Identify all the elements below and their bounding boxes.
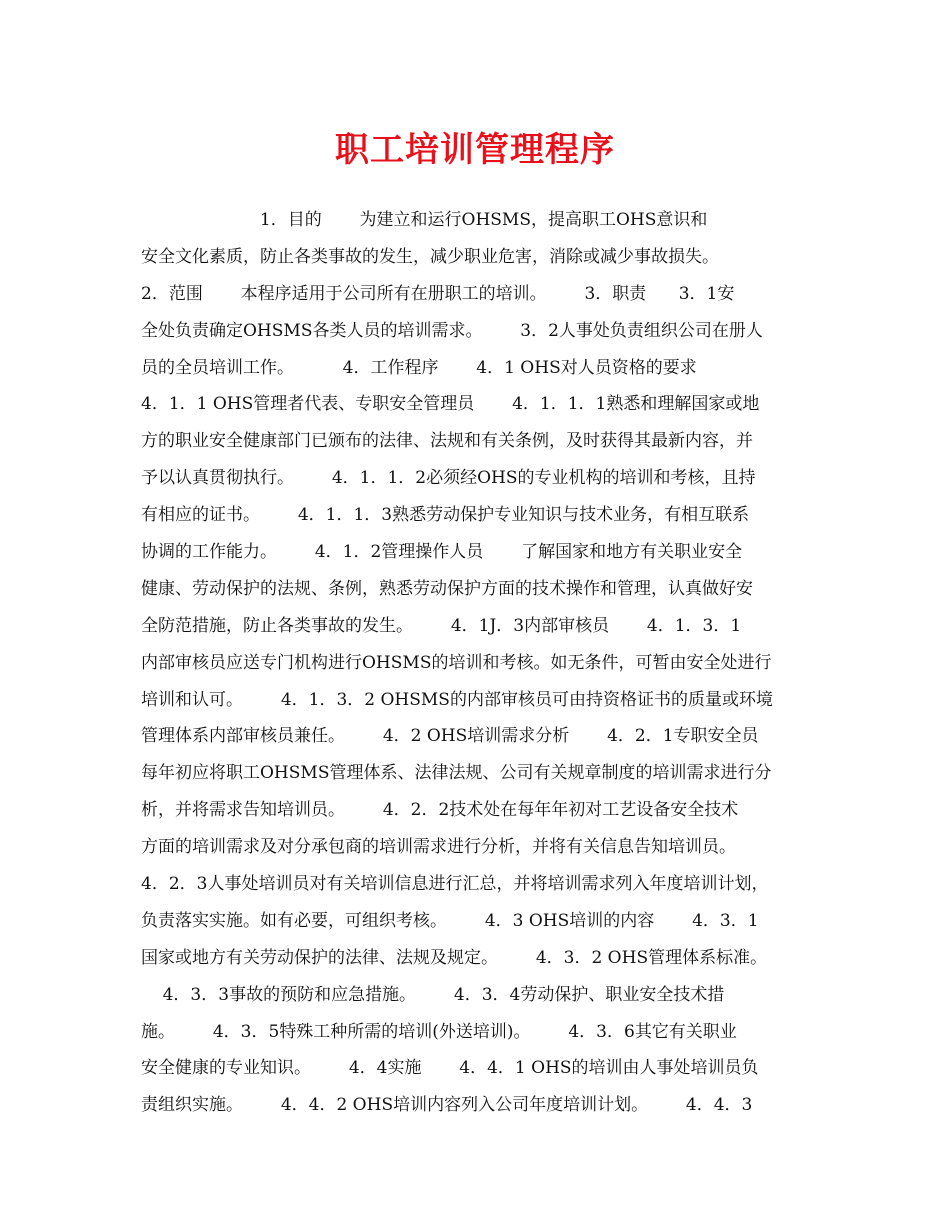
text-line: 析，并将需求告知培训员。 4．2．2技术处在每年年初对工艺设备安全技术 [141,800,739,821]
text-line: 全处负责确定OHSMS各类人员的培训需求。 3．2人事处负责组织公司在册人 [141,320,763,341]
text-line: 4．2．3人事处培训员对有关培训信息进行汇总，并将培训需求列入年度培训计划， [141,874,769,895]
text-line: 每年初应将职工OHSMS管理体系、法律法规、公司有关规章制度的培训需求进行分 [141,763,772,784]
text-line: 安全健康的专业知识。 4．4实施 4．4．1 OHS的培训由人事处培训员负 [141,1058,759,1079]
text-line: 培训和认可。 4．1．3．2 OHSMS的内部审核员可由持资格证书的质量或环境 [141,689,773,710]
text-line: 安全文化素质，防止各类事故的发生，减少职业危害，消除或减少事故损失。 [141,246,719,267]
text-line: 健康、劳动保护的法规、条例，熟悉劳动保护方面的技术操作和管理，认真做好安 [141,578,753,599]
text-line: 2．范围 本程序适用于公司所有在册职工的培训。 3．职责 3．1安 [141,283,735,304]
text-line: 责组织实施。 4．4．2 OHS培训内容列入公司年度培训计划。 4．4．3 [141,1095,753,1116]
text-line: 国家或地方有关劳动保护的法律、法规及规定。 4．3．2 OHS管理体系标准。 [141,947,768,968]
text-line: 协调的工作能力。 4．1．2管理操作人员 了解国家和地方有关职业安全 [141,542,743,563]
text-line: 1．目的 为建立和运行OHSMS，提高职工OHS意识和 [141,210,708,230]
text-line: 内部审核员应送专门机构进行OHSMS的培训和考核。如无条件，可暂由安全处进行 [141,652,772,673]
text-line: 方的职业安全健康部门已颁布的法律、法规和有关条例，及时获得其最新内容，并 [141,431,753,452]
text-line: 有相应的证书。 4．1．1．3熟悉劳动保护专业知识与技术业务，有相互联系 [141,505,750,526]
document-body [141,202,821,1124]
text-line: 管理体系内部审核员兼任。 4．2 OHS培训需求分析 4．2．1专职安全员 [141,726,759,747]
text-line: 全防范措施，防止各类事故的发生。 4．1J．3内部审核员 4．1．3．1 [141,615,742,636]
text-line: 方面的培训需求及对分承包商的培训需求进行分析，并将有关信息告知培训员。 [141,837,736,858]
text-line: 予以认真贯彻执行。 4．1．1．2必须经OHS的专业机构的培训和考核，且持 [141,468,756,489]
text-line: 4．3．3事故的预防和应急措施。 4．3．4劳动保护、职业安全技术措 [141,984,725,1005]
text-line: 员的全员培训工作。 4．工作程序 4．1 OHS对人员资格的要求 [141,357,697,378]
document-title: 职工培训管理程序 [335,130,615,170]
text-line: 负责落实实施。如有必要，可组织考核。 4．3 OHS培训的内容 4．3．1 [141,910,759,931]
text-line: 4．1．1 OHS管理者代表、专职安全管理员 4．1．1．1熟悉和理解国家或地 [141,394,760,415]
text-line: 施。 4．3．5特殊工种所需的培训(外送培训)。 4．3．6其它有关职业 [141,1021,737,1042]
